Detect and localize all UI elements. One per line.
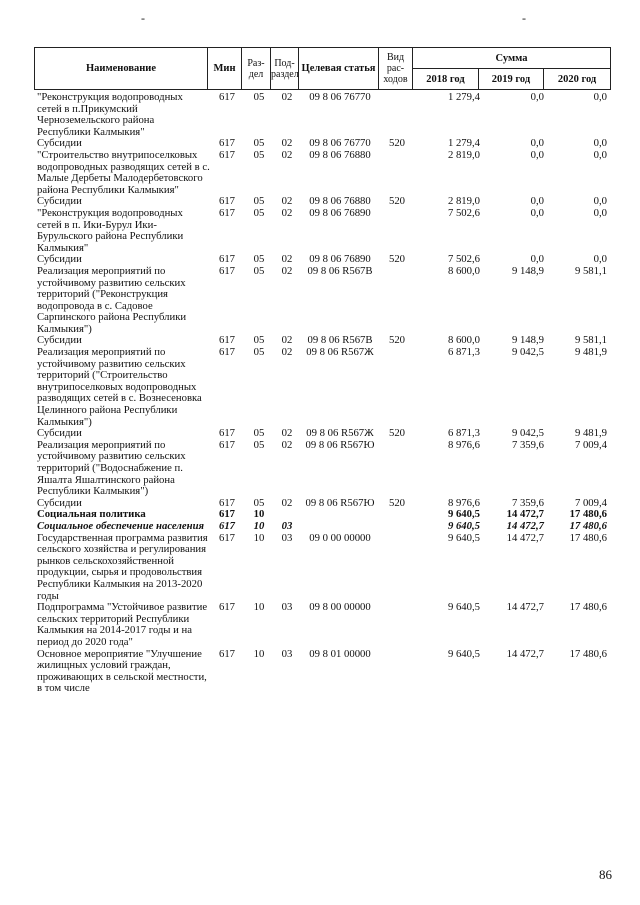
row-2019: 14 472,7 <box>506 531 544 544</box>
row-min: 617 <box>218 496 236 509</box>
row-name: Реализация мероприятий по устойчивому развитию сельских территорий ("Водоснабжение п. Яшалта Яшалтинского района Республики Калмыкия") <box>37 438 186 498</box>
row-razdel: 10 <box>253 531 265 544</box>
row-podrazdel: 03 <box>281 601 293 614</box>
row-name: Социальная политика <box>37 508 146 521</box>
row-2018: 8 976,6 <box>447 438 480 451</box>
row-2020: 0,0 <box>593 137 607 150</box>
row-target: 09 8 06 76880 <box>309 148 371 161</box>
table-row <box>37 150 612 196</box>
row-vid: 520 <box>388 253 406 266</box>
row-2020: 9 581,1 <box>574 334 607 347</box>
row-2019: 14 472,7 <box>506 647 544 660</box>
row-2019: 9 042,5 <box>511 346 544 359</box>
row-2019: 0,0 <box>530 253 544 266</box>
row-target: 09 0 00 00000 <box>309 531 371 544</box>
row-name: Основное мероприятие "Улучшение жилищных условий граждан, проживающих в сельской местности, в том числе <box>37 647 207 695</box>
header-2019: 2019 год <box>479 69 544 90</box>
row-2018: 7 502,6 <box>447 253 480 266</box>
header-min: Мин <box>208 48 242 90</box>
row-2018: 1 279,4 <box>447 91 480 103</box>
row-razdel: 05 <box>253 496 265 509</box>
row-razdel: 05 <box>253 137 265 150</box>
table-row <box>37 533 612 603</box>
row-target: 09 8 06 76880 <box>309 195 371 208</box>
row-min: 617 <box>218 264 236 277</box>
row-2020: 7 009,4 <box>574 496 607 509</box>
row-name: Субсидии <box>37 253 82 266</box>
header-vid: Вид рас- ходов <box>379 48 413 90</box>
row-2020: 17 480,6 <box>569 508 607 521</box>
row-podrazdel: 02 <box>281 148 293 161</box>
header-name: Наименование <box>35 48 208 90</box>
row-2018: 7 502,6 <box>447 206 480 219</box>
row-2018: 9 640,5 <box>447 647 480 660</box>
row-min: 617 <box>218 427 236 440</box>
row-razdel: 10 <box>253 519 265 532</box>
row-min: 617 <box>218 148 236 161</box>
row-razdel: 05 <box>253 206 265 219</box>
row-min: 617 <box>218 647 236 660</box>
row-2019: 9 148,9 <box>511 264 544 277</box>
row-min: 617 <box>218 531 236 544</box>
row-name: Субсидии <box>37 334 82 347</box>
row-target: 09 8 00 00000 <box>309 601 371 614</box>
row-podrazdel: 02 <box>281 496 293 509</box>
row-name: Субсидии <box>37 137 82 150</box>
row-razdel: 05 <box>253 195 265 208</box>
row-podrazdel: 03 <box>281 519 293 532</box>
table-row <box>37 521 612 533</box>
row-2018: 8 600,0 <box>447 264 480 277</box>
row-2018: 9 640,5 <box>447 519 480 532</box>
table-row <box>37 440 612 498</box>
row-2020: 17 480,6 <box>569 647 607 660</box>
row-podrazdel: 02 <box>281 91 293 103</box>
row-name: Реализация мероприятий по устойчивому развитию сельских территорий ("Строительство внутрипоселковых водопроводных разводящих сетей в с. Вознесеновка Целинного района Республики Калмыкия") <box>37 346 202 428</box>
header-sum: Сумма <box>413 48 611 69</box>
top-mark-left: - <box>141 11 145 25</box>
table-header <box>34 47 611 90</box>
row-target: 09 8 06 R567Ж <box>306 346 374 359</box>
row-2018: 1 279,4 <box>447 137 480 150</box>
row-2020: 17 480,6 <box>569 519 607 532</box>
row-2018: 6 871,3 <box>447 346 480 359</box>
row-target: 09 8 06 R567Ю <box>305 496 375 509</box>
row-name: Социальное обеспечение населения <box>37 519 205 532</box>
row-2019: 14 472,7 <box>506 601 544 614</box>
row-target: 09 8 06 76770 <box>309 91 371 103</box>
row-target: 09 8 06 76890 <box>309 253 371 266</box>
row-name: Государственная программа развития сельского хозяйства и регулирования рынков сельскохозяйственной продукции, сырья и продовольствия Республики Калмыкия на 2013-2020 годы <box>37 531 208 602</box>
row-podrazdel: 02 <box>281 346 293 359</box>
row-razdel: 05 <box>253 148 265 161</box>
row-name: "Реконструкция водопроводных сетей в п. Ики-Бурул Ики-Бурульского района Республики Калмыкия" <box>37 206 184 254</box>
row-vid: 520 <box>388 496 406 509</box>
row-2020: 0,0 <box>593 253 607 266</box>
row-2019: 7 359,6 <box>511 496 544 509</box>
row-2019: 14 472,7 <box>506 508 544 521</box>
row-min: 617 <box>218 253 236 266</box>
row-2020: 9 481,9 <box>574 427 607 440</box>
row-vid: 520 <box>388 195 406 208</box>
row-2018: 8 600,0 <box>447 334 480 347</box>
row-target: 09 8 01 00000 <box>309 647 371 660</box>
row-target: 09 8 06 76770 <box>309 137 371 150</box>
page-number: 86 <box>599 867 612 882</box>
row-razdel: 05 <box>253 264 265 277</box>
row-razdel: 10 <box>253 647 265 660</box>
row-razdel: 05 <box>253 334 265 347</box>
row-vid: 520 <box>388 334 406 347</box>
row-min: 617 <box>218 346 236 359</box>
row-podrazdel: 02 <box>281 334 293 347</box>
row-2020: 0,0 <box>593 148 607 161</box>
row-min: 617 <box>218 137 236 150</box>
row-vid: 520 <box>388 137 406 150</box>
row-name: Субсидии <box>37 427 82 440</box>
row-podrazdel: 02 <box>281 195 293 208</box>
table-row <box>37 649 612 695</box>
row-podrazdel: 02 <box>281 264 293 277</box>
row-2018: 2 819,0 <box>447 195 480 208</box>
row-name: Субсидии <box>37 496 82 509</box>
row-min: 617 <box>218 334 236 347</box>
row-2019: 0,0 <box>530 137 544 150</box>
row-2020: 0,0 <box>593 91 607 103</box>
row-target: 09 8 06 R567Ж <box>306 427 374 440</box>
row-podrazdel: 03 <box>281 531 293 544</box>
row-target: 09 8 06 R567В <box>307 264 373 277</box>
row-razdel: 05 <box>253 346 265 359</box>
row-name: Подпрограмма "Устойчивое развитие сельских территорий Республики Калмыкия на 2014-2017 годы и на период до 2020 года" <box>37 601 208 648</box>
row-2020: 9 581,1 <box>574 264 607 277</box>
table-row <box>37 92 612 138</box>
row-razdel: 05 <box>253 427 265 440</box>
row-2019: 14 472,7 <box>506 519 544 532</box>
row-podrazdel: 02 <box>281 427 293 440</box>
row-2020: 17 480,6 <box>569 531 607 544</box>
row-2020: 0,0 <box>593 195 607 208</box>
row-2019: 9 042,5 <box>511 427 544 440</box>
header-razdel: Раз- дел <box>242 48 271 90</box>
header-2020: 2020 год <box>544 69 611 90</box>
row-podrazdel: 02 <box>281 206 293 219</box>
header-2018: 2018 год <box>413 69 479 90</box>
row-2019: 0,0 <box>530 206 544 219</box>
row-razdel: 05 <box>253 438 265 451</box>
row-target: 09 8 06 R567В <box>307 334 373 347</box>
row-2020: 9 481,9 <box>574 346 607 359</box>
row-name: "Строительство внутрипоселковых водопроводных разводящих сетей в с. Малые Дербеты Малодербетовского района Республики Калмыкия" <box>37 148 210 196</box>
table-row <box>37 208 612 254</box>
row-2018: 9 640,5 <box>447 601 480 614</box>
row-razdel: 05 <box>253 91 265 103</box>
row-target: 09 8 06 R567Ю <box>305 438 375 451</box>
row-min: 617 <box>218 91 236 103</box>
row-2019: 0,0 <box>530 148 544 161</box>
row-razdel: 10 <box>253 601 265 614</box>
row-min: 617 <box>218 195 236 208</box>
row-min: 617 <box>218 508 236 521</box>
row-min: 617 <box>218 206 236 219</box>
table-body <box>37 92 612 695</box>
row-min: 617 <box>218 438 236 451</box>
table-row <box>37 602 612 648</box>
row-2018: 6 871,3 <box>447 427 480 440</box>
row-2018: 9 640,5 <box>447 508 480 521</box>
row-razdel: 05 <box>253 253 265 266</box>
header-podrazdel: Под- раздел <box>271 48 299 90</box>
row-target: 09 8 06 76890 <box>309 206 371 219</box>
row-min: 617 <box>218 519 236 532</box>
row-podrazdel: 02 <box>281 137 293 150</box>
row-2020: 0,0 <box>593 206 607 219</box>
row-2018: 2 819,0 <box>447 148 480 161</box>
top-mark-right: - <box>522 11 526 25</box>
row-2020: 7 009,4 <box>574 438 607 451</box>
row-vid: 520 <box>388 427 406 440</box>
table-row <box>37 266 612 336</box>
row-2018: 9 640,5 <box>447 531 480 544</box>
row-2019: 9 148,9 <box>511 334 544 347</box>
row-podrazdel: 02 <box>281 253 293 266</box>
row-2019: 0,0 <box>530 195 544 208</box>
row-2020: 17 480,6 <box>569 601 607 614</box>
row-podrazdel: 03 <box>281 647 293 660</box>
row-name: Реализация мероприятий по устойчивому развитию сельских территорий ("Реконструкция водопровода в с. Садовое Сарпинского района Республики Калмыкия") <box>37 264 187 335</box>
header-target: Целевая статья <box>299 48 379 90</box>
table-row <box>37 347 612 428</box>
row-min: 617 <box>218 601 236 614</box>
row-name: Субсидии <box>37 195 82 208</box>
row-2019: 7 359,6 <box>511 438 544 451</box>
row-2018: 8 976,6 <box>447 496 480 509</box>
row-podrazdel: 02 <box>281 438 293 451</box>
row-razdel: 10 <box>253 508 265 521</box>
row-2019: 0,0 <box>530 91 544 103</box>
row-name: "Реконструкция водопроводных сетей в п.Прикумский Черноземельского района Республики Калмыкия" <box>37 91 183 138</box>
